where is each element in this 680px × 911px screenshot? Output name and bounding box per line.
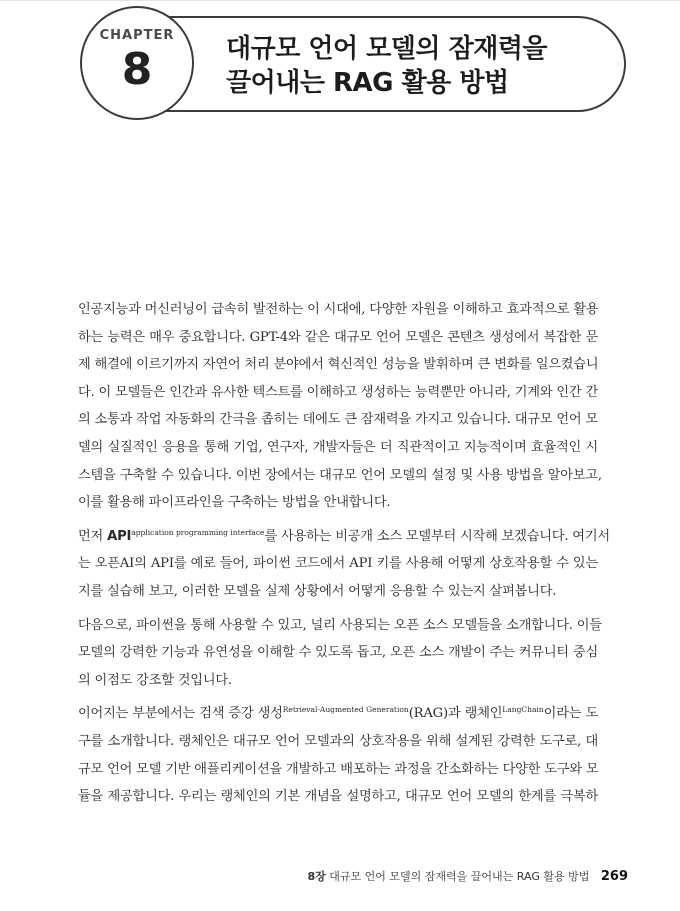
text-line: 이를 활용해 파이프라인을 구축하는 방법을 안내합니다. <box>78 495 391 511</box>
text-line: 의 소통과 작업 자동화의 간극을 좁히는 데에도 큰 잠재력을 가지고 있습니다. 대규모 언어 모 <box>78 412 598 428</box>
text-line: 하는 능력은 매우 중요합니다. GPT-4와 같은 대규모 언어 모델은 콘텐츠 생성에서 복잡한 문 <box>78 329 598 345</box>
footer-chapter-title: 대규모 언어 모델의 잠재력을 끌어내는 RAG 활용 방법 <box>329 870 590 883</box>
chapter-title <box>226 32 606 100</box>
chapter-banner <box>80 6 628 120</box>
text-line: 제 해결에 이르기까지 자연어 처리 분야에서 혁신적인 성능을 발휘하며 큰 변화를 일으켰습니 <box>78 357 599 373</box>
text-line: 지를 실습해 보고, 이러한 모델을 실제 상황에서 어떻게 응용할 수 있는지 살펴봅니다. <box>78 583 557 599</box>
running-footer <box>308 868 628 884</box>
text-line: 모델의 강력한 기능과 유연성을 이해할 수 있도록 돕고, 오픈 소스 개발이 주는 커뮤니티 중심 <box>78 645 598 661</box>
text-line: 다음으로, 파이썬을 통해 사용할 수 있고, 널리 사용되는 오픈 소스 모델들을 소개합니다. 이들 <box>78 617 602 633</box>
text-line <box>78 700 598 728</box>
body-text <box>78 296 610 817</box>
text-line <box>78 523 610 551</box>
text-line: 규모 언어 모델 기반 애플리케이션을 개발하고 배포하는 과정을 간소화하는 다양한 도구와 모 <box>78 761 599 777</box>
chapter-badge <box>80 6 194 120</box>
text-line: 델의 실질적인 응용을 통해 기업, 연구자, 개발자들은 더 직관적이고 지능적이며 효율적인 시 <box>78 439 598 455</box>
text-line: 듈을 제공합니다. 우리는 랭체인의 기본 개념을 설명하고, 대규모 언어 모델의 한계를 극복하 <box>78 789 598 805</box>
footer-chapter-ref: 8장 <box>307 870 326 883</box>
chapter-title-line-2: 끌어내는 RAG 활용 방법 <box>226 68 509 98</box>
text-run: 이어지는 부분에서는 검색 증강 생성 <box>78 706 283 722</box>
paragraph-rag <box>78 700 598 810</box>
langchain-gloss: LangChain <box>502 705 544 715</box>
chapter-title-line-1: 대규모 언어 모델의 잠재력을 <box>226 34 548 64</box>
chapter-label: CHAPTER <box>99 28 175 43</box>
text-line: 다. 이 모델들은 인간과 유사한 텍스트를 이해하고 생성하는 능력뿐만 아니라, 기계와 인간 간 <box>78 384 598 400</box>
page-top-rule <box>0 0 680 1</box>
api-gloss: application programming interface <box>131 527 265 537</box>
text-run: 먼저 <box>78 528 108 544</box>
text-run: (RAG)과 랭체인 <box>408 706 503 722</box>
text-line: 인공지능과 머신러닝이 급속히 발전하는 이 시대에, 다양한 자원을 이해하고 효과적으로 활용 <box>78 302 599 317</box>
api-term: API <box>107 528 132 544</box>
chapter-number: 8 <box>121 44 153 95</box>
rag-gloss: Retrieval-Augmented Generation <box>282 705 409 715</box>
text-run: 이라는 도 <box>543 706 598 722</box>
paragraph-api <box>78 523 610 606</box>
text-line: 구를 소개합니다. 랭체인은 대규모 언어 모델과의 상호작용을 위해 설계된 강력한 도구로, 대 <box>78 733 598 749</box>
text-line: 는 오픈AI의 API를 예로 들어, 파이썬 코드에서 API 키를 사용해 어떻게 상호작용할 수 있는 <box>78 556 598 572</box>
paragraph-intro <box>78 296 602 517</box>
text-run: 를 사용하는 비공개 소스 모델부터 시작해 보겠습니다. 여기서 <box>264 528 610 544</box>
text-line: 스템을 구축할 수 있습니다. 이번 장에서는 대규모 언어 모델의 설정 및 사용 방법을 알아보고, <box>78 467 602 483</box>
text-line: 의 이점도 강조할 것입니다. <box>78 672 232 688</box>
page-number: 269 <box>600 869 628 884</box>
paragraph-open-source <box>78 612 602 695</box>
